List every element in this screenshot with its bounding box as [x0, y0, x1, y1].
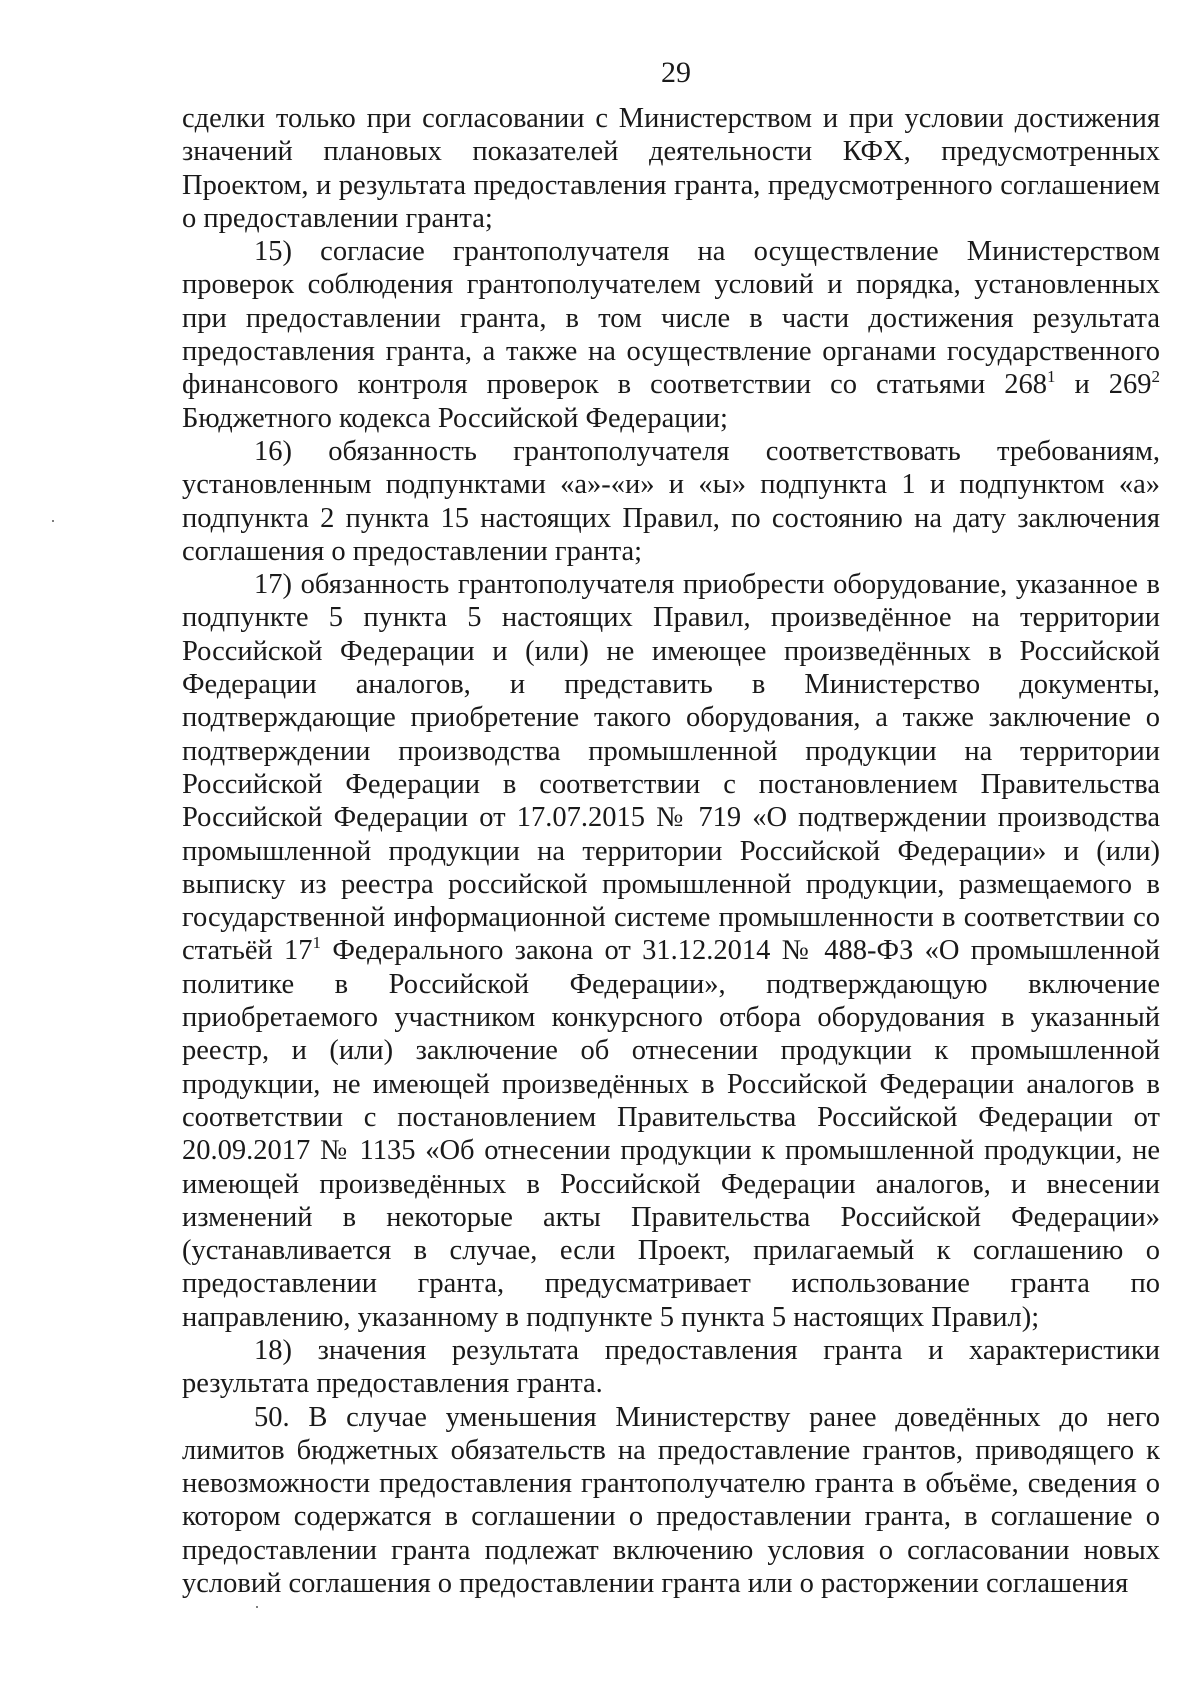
item-17-superscript-1: 1	[312, 933, 322, 953]
item-15-text-c: Бюджетного кодекса Российской Федерации;	[182, 402, 728, 434]
paragraph-item-16: 16) обязанность грантополучателя соответствовать требованиям, установленным подпунктами «а»-«и» и «ы» подпункта 1 и подпунктом «а» подпункта 2 пункта 15 настоящих Правил, по состоянию на дату заключения соглашения о предоставлении гранта;	[182, 435, 1160, 567]
scan-speck-left	[52, 520, 54, 522]
item-17-text-b: Федерального закона от 31.12.2014 № 488-ФЗ «О промышленной политике в Российской Федерации», подтверждающую включение приобретаемого участником конкурсного отбора оборудования в указанный реестр, и (или) заключение об отнесении продукции к промышленной продукции, не имеющей произведённых в Российской Федерации аналогов в соответствии с постановлением Правительства Российской Федерации от 20.09.2017 № 1135 «Об отнесении продукции к промышленной продукции, не имеющей произведённых в Российской Федерации аналогов, и внесении изменений в некоторые акты Правительства Российской Федерации» (устанавливается в случае, если Проект, прилагаемый к соглашению о предоставлении гранта, предусматривает использование гранта по направлению, указанному в подпункте 5 пункта 5 настоящих Правил);	[182, 935, 1161, 1333]
paragraph-item-50: 50. В случае уменьшения Министерству ранее доведённых до него лимитов бюджетных обязательств на предоставление грантов, приводящего к невозможности предоставления грантополучателю гранта в объёме, сведения о котором содержатся в соглашении о предоставлении гранта, в соглашение о предоставлении гранта подлежат включению условия о согласовании новых условий соглашения о предоставлении гранта или о расторжении соглашения	[182, 1401, 1160, 1600]
item-15-superscript-2: 2	[1151, 367, 1160, 387]
scan-speck-bottom	[256, 1606, 258, 1608]
item-15-text-a: 15) согласие грантополучателя на осуществление Министерством проверок соблюдения грантополучателем условий и порядка, установленных при предоставлении гранта, в том числе в части достижения результата предоставления гранта, а также на осуществление органами государственного финансового контроля проверок в соответствии со статьями 268	[182, 236, 1160, 401]
item-17-text-a: 17) обязанность грантополучателя приобрести оборудование, указанное в подпункте 5 пункта 5 настоящих Правил, произведённое на территории Российской Федерации и (или) не имеющее произведённых в Российской Федерации аналогов, и представить в Министерство документы, подтверждающие приобретение такого оборудования, а также заключение о подтверждении производства промышленной продукции на территории Российской Федерации в соответствии с постановлением Правительства Российской Федерации от 17.07.2015 № 719 «О подтверждении производства промышленной продукции на территории Российской Федерации» и (или) выписку из реестра российской промышленной продукции, размещаемого в государственной информационной системе промышленности в соответствии со статьёй 17	[182, 569, 1160, 967]
paragraph-item-15	[182, 235, 1160, 435]
page-number: 29	[661, 56, 691, 89]
item-15-text-b: и 269	[1055, 369, 1152, 401]
document-body	[182, 102, 1160, 1600]
paragraph-item-17	[182, 568, 1160, 1334]
item-15-superscript-1: 1	[1047, 367, 1056, 387]
paragraph-item-18: 18) значения результата предоставления гранта и характеристики результата предоставления гранта.	[182, 1334, 1160, 1400]
paragraph-continuation: сделки только при согласовании с Министерством и при условии достижения значений плановых показателей деятельности КФХ, предусмотренных Проектом, и результата предоставления гранта, предусмотренного соглашением о предоставлении гранта;	[182, 103, 1160, 234]
